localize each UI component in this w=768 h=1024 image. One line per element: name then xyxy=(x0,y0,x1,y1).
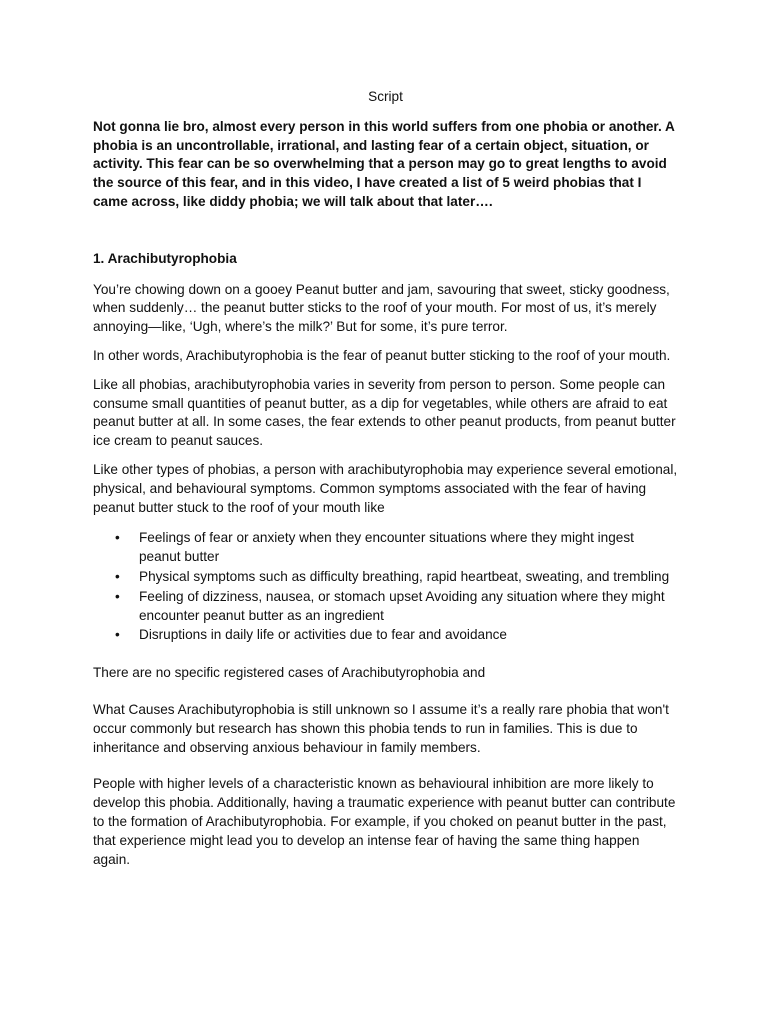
list-item xyxy=(93,568,678,587)
section-heading: 1. Arachibutyrophobia xyxy=(93,250,237,266)
document-title: Script xyxy=(368,89,403,104)
body-paragraph: There are no specific registered cases of Arachibutyrophobia and xyxy=(93,665,486,681)
bullet-icon: • xyxy=(115,568,120,584)
symptom-list xyxy=(93,529,678,645)
body-paragraph: Like all phobias, arachibutyrophobia varies in severity from person to person. Some people can consume small quantities of peanut butter, as a dip for vegetables, while others are afraid to eat peanut butter at all. In some cases, the fear extends to other peanut products, from peanut butter ice cream to peanut sauces. xyxy=(93,376,676,449)
list-item-text: Feeling of dizziness, nausea, or stomach upset Avoiding any situation where they might encounter peanut butter as an ingredient xyxy=(139,588,665,623)
body-paragraph: Like other types of phobias, a person with arachibutyrophobia may experience several emotional, physical, and behavioural symptoms. Common symptoms associated with the fear of having peanut butter stuck to the roof of your mouth like xyxy=(93,461,678,515)
list-item xyxy=(93,588,678,626)
list-item-text: Disruptions in daily life or activities due to fear and avoidance xyxy=(139,627,507,643)
intro-paragraph: Not gonna lie bro, almost every person in this world suffers from one phobia or another. A phobia is an uncontrollable, irrational, and lasting fear of a certain object, situation, or activity. This fear can be so overwhelming that a person may go to great lengths to avoid the source of this fear, and in this video, I have created a list of 5 weird phobias that I came across, like diddy phobia; we will talk about that later…. xyxy=(93,118,675,209)
body-paragraph: People with higher levels of a characteristic known as behavioural inhibition are more likely to develop this phobia. Additionally, having a traumatic experience with peanut butter can contribute to the formation of Arachibutyrophobia. For example, if you choked on peanut butter in the past, that experience might lead you to develop an intense fear of having the same thing happen again. xyxy=(93,776,676,867)
list-item xyxy=(93,529,678,567)
bullet-icon: • xyxy=(115,588,120,604)
bullet-icon: • xyxy=(115,627,120,643)
document-body xyxy=(93,88,678,879)
body-paragraph: What Causes Arachibutyrophobia is still unknown so I assume it’s a really rare phobia that won't occur commonly but research has shown this phobia tends to run in families. This is due to inheritance and observing anxious behaviour in family members. xyxy=(93,701,669,755)
list-item-text: Feelings of fear or anxiety when they encounter situations where they might ingest peanut butter xyxy=(139,530,634,565)
list-item xyxy=(93,626,678,645)
list-item-text: Physical symptoms such as difficulty breathing, rapid heartbeat, sweating, and trembling xyxy=(139,568,670,584)
body-paragraph: In other words, Arachibutyrophobia is the fear of peanut butter sticking to the roof of your mouth. xyxy=(93,347,671,363)
body-paragraph: You’re chowing down on a gooey Peanut butter and jam, savouring that sweet, sticky goodness, when suddenly… the peanut butter sticks to the roof of your mouth. For most of us, it’s merely annoying—like, ‘Ugh, where’s the milk?’ But for some, it’s pure terror. xyxy=(93,281,670,335)
bullet-icon: • xyxy=(115,530,120,546)
